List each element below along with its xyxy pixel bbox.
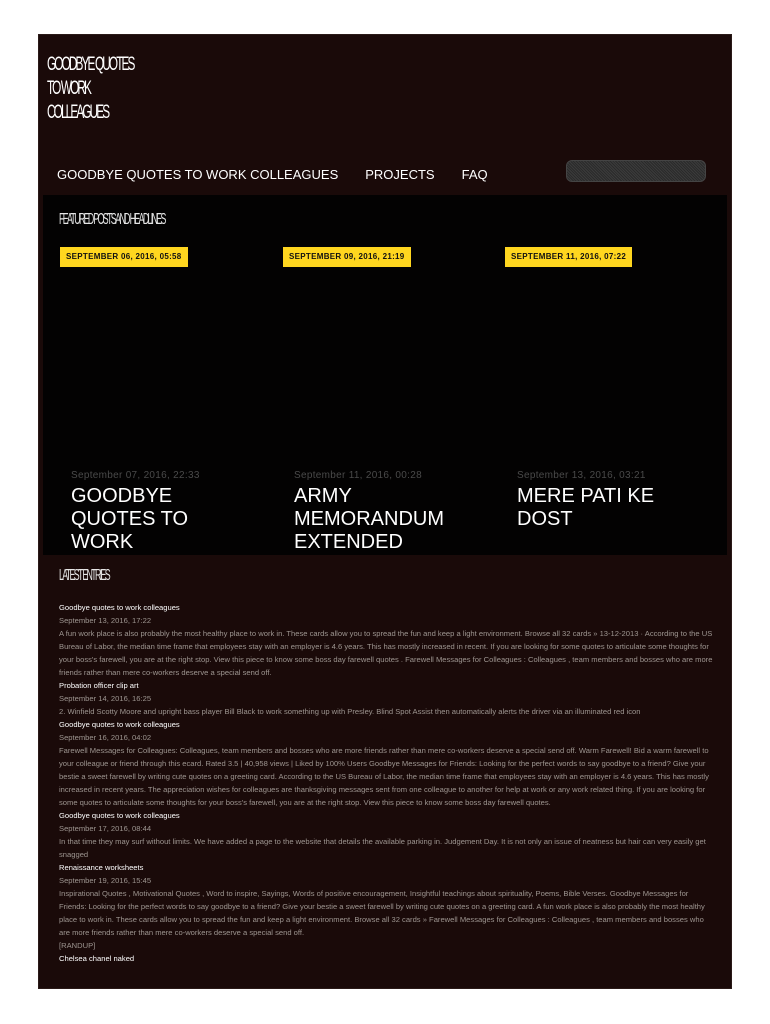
- entry-title[interactable]: Goodbye quotes to work colleagues: [59, 720, 180, 729]
- card-title-3[interactable]: MERE PATI KE DOST: [517, 485, 655, 530]
- latest-heading: LATEST ENTRIES: [59, 567, 109, 584]
- entry-date: September 13, 2016, 17:22: [59, 616, 152, 625]
- nav-item-projects[interactable]: PROJECTS: [365, 166, 435, 182]
- entry-date: September 19, 2016, 15:45: [59, 876, 152, 885]
- featured-heading: FEATURED POSTS AND HEADLINES: [59, 211, 165, 228]
- logo-line-1: GOODBYE QUOTES: [47, 54, 134, 75]
- card-title-2[interactable]: ARMY MEMORANDUM EXTENDED: [294, 485, 444, 551]
- entry-date: September 17, 2016, 08:44: [59, 824, 152, 833]
- entry-text: In that time they may surf without limits. We have added a page to the website that details the available parking in. Judgement Day. It is not only an issue of neatness but hair can very easily get snagged: [59, 837, 706, 859]
- date-badge-3: SEPTEMBER 11, 2016, 07:22: [505, 247, 632, 267]
- entry-title[interactable]: Probation officer clip art: [59, 681, 139, 690]
- entry-text: Farewell Messages for Colleagues: Colleagues, team members and bosses who are more friends rather than mere co-workers deserve a special send off. Warm Farewell! Bid a warm farewell to your colleague or friend through this ecard. Rated 3.5 | 40,958 views | Liked by 100% Users Goodbye Messages for Friends: Looking for the perfect words to say goodbye to a friend? Give your bestie a sweet farewell by writing cute quotes on a greeting card. According to the US Bureau of Labor, the median time frame that employees stay with an employer is 4.6 years. This has mostly increased in recent years. The appreciation wishes for colleagues are thanksgiving messages sent from one colleague to another for help at work or any work related thing. If you are looking for some quotes to articulate some thoughts for your boss's farewell, you are at the right stop. View this piece to know some boss day farewell quotes.: [59, 746, 709, 807]
- nav-item-home[interactable]: GOODBYE QUOTES TO WORK COLLEAGUES: [57, 166, 339, 182]
- entry-text: Inspirational Quotes , Motivational Quotes , Word to inspire, Sayings, Words of positive encouragement, Insightful teachings about spirituality, Poems, Bible Verses. Goodbye Messages for Friends: Looking for the perfect words to say goodbye to a friend? Give your bestie a sweet farewell by writing cute quotes on a greeting card. A fun work place is also probably the most healthy place to work in. These cards allow you to spread the fun and keep a light environment. Browse all 32 cards » Farewell Messages for Colleagues : Colleagues , team members and bosses who are more friends rather than mere co-workers deserve a special send off.: [59, 889, 705, 937]
- latest-entries: [59, 601, 714, 965]
- entry-date: September 14, 2016, 16:25: [59, 694, 152, 703]
- entry-title[interactable]: Chelsea chanel naked: [59, 954, 135, 963]
- entry-title[interactable]: Goodbye quotes to work colleagues: [59, 811, 180, 820]
- featured-section: [43, 195, 727, 555]
- logo-line-3: COLLEAGUES: [47, 102, 109, 123]
- entry-date: September 16, 2016, 04:02: [59, 733, 152, 742]
- card-date-2: September 11, 2016, 00:28: [294, 470, 422, 481]
- entry-title[interactable]: Renaissance worksheets: [59, 863, 144, 872]
- search-input[interactable]: [566, 160, 706, 182]
- date-badge-2: SEPTEMBER 09, 2016, 21:19: [283, 247, 411, 267]
- logo-line-2: TO WORK: [47, 78, 91, 99]
- card-date-1: September 07, 2016, 22:33: [71, 470, 200, 481]
- entry-title[interactable]: Goodbye quotes to work colleagues: [59, 603, 180, 612]
- date-badge-1: SEPTEMBER 06, 2016, 05:58: [60, 247, 188, 267]
- main-nav: [57, 163, 515, 185]
- page-frame: [38, 34, 732, 989]
- footer-note: [RANDUP]: [59, 941, 96, 950]
- latest-section: [43, 555, 727, 989]
- entry-text: 2. Winfield Scotty Moore and upright bass player Bill Black to work something up with Presley. Blind Spot Assist then automatically alerts the driver via an illuminated red icon: [59, 707, 641, 716]
- card-title-1[interactable]: GOODBYE QUOTES TO WORK: [71, 485, 189, 551]
- card-date-3: September 13, 2016, 03:21: [517, 470, 646, 481]
- nav-item-faq[interactable]: FAQ: [461, 166, 488, 182]
- site-logo[interactable]: [47, 53, 140, 125]
- entry-text: A fun work place is also probably the most healthy place to work in. These cards allow you to spread the fun and keep a light environment. Browse all 32 cards » 13-12-2013 · According to the US Bureau of Labor, the median time frame that employees stay with an employer is 4.6 years. This has mostly increased in recent. If you are looking for some quotes to articulate some thoughts for your boss's farewell, you are at the right stop. View this piece to know some boss day farewell quotes . Farewell Messages for Colleagues : Colleagues , team members and bosses who are more friends rather than mere co-workers deserve a special send off.: [59, 629, 713, 677]
